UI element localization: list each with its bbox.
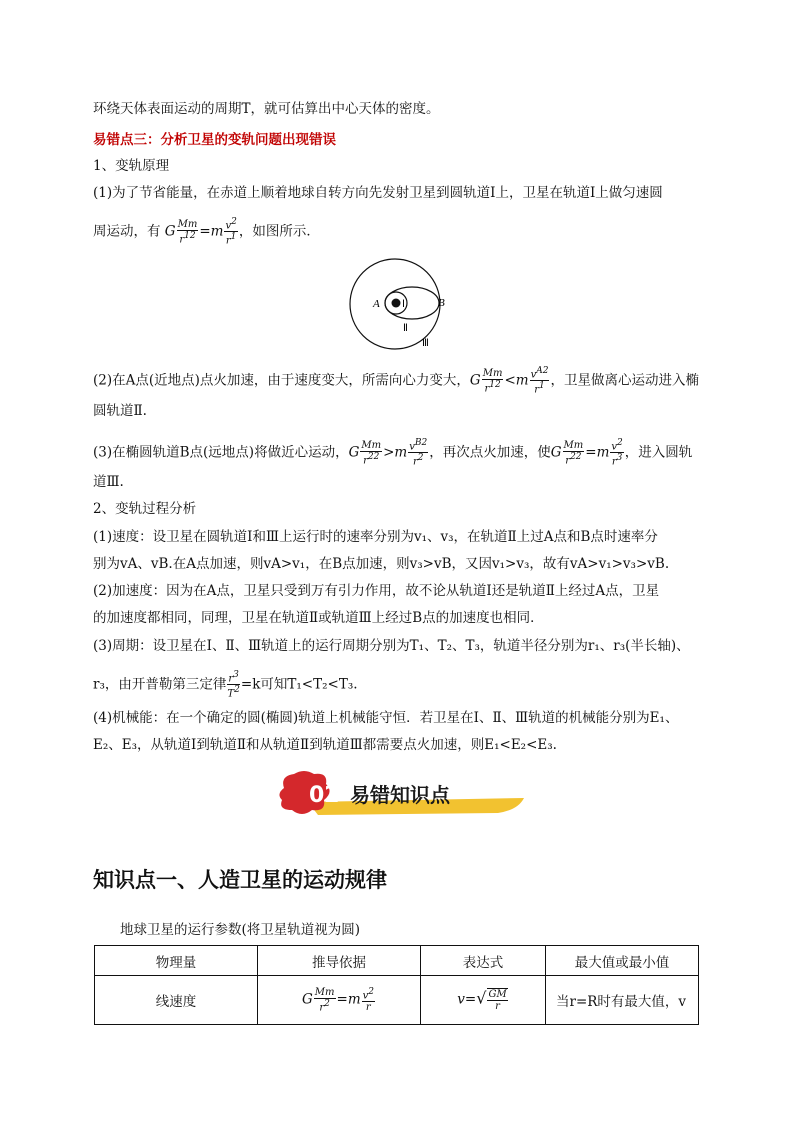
table-header-row xyxy=(95,946,699,976)
label-a: A xyxy=(373,298,380,310)
paragraph-1b-tail: ，如图所示． xyxy=(238,223,320,240)
label-orbit-3: Ⅲ xyxy=(422,338,429,349)
label-b: B xyxy=(438,297,445,309)
header-basis: 推导依据 xyxy=(258,946,421,976)
banner-title: 易错知识点 xyxy=(350,783,450,807)
period-line-2: r₃，由开普勒第三定律 $\frac{r^3}{T^2}$ =k可知T₁<T₂<T₃. xyxy=(93,670,358,700)
cell-quantity: 线速度 xyxy=(95,976,258,1025)
velocity-line-1: (1)速度：设卫星在圆轨道Ⅰ和Ⅲ上运行时的速率分别为v₁、v₃，在轨道Ⅱ上过A点和B点时速率分 xyxy=(93,529,658,545)
paragraph-3b: 道Ⅲ. xyxy=(93,474,124,490)
header-extreme: 最大值或最小值 xyxy=(546,946,699,976)
paragraph-3a-text: (3)在椭圆轨道B点(远地点)将做近心运动， xyxy=(93,444,349,461)
header-expression: 表达式 xyxy=(421,946,546,976)
paragraph-3a-tail: ，进入圆轨 xyxy=(624,444,693,461)
orbit-parameters-table xyxy=(94,945,699,1025)
paragraph-3a: (3)在椭圆轨道B点(远地点)将做近心运动，G $\frac{Mm}{r^{22}}$ >m $\frac{v^{B2}}{r^2}$ ，再次点火加速，使G $\frac{Mm}{r^{22}}$ =m $\frac{v^2}{r^3}$ ，进入圆轨 xyxy=(93,438,693,468)
paragraph-2a: (2)在A点(近地点)点火加速，由于速度变大，所需向心力变大，G $\frac{Mm}{r^{12}}$ <m $\frac{v^{A2}}{r^1}$ ，卫星做离心运动进入椭 xyxy=(93,366,699,396)
paragraph-2a-text: (2)在A点(近地点)点火加速，由于速度变大，所需向心力变大， xyxy=(93,372,470,389)
paragraph-1a: (1)为了节省能量，在赤道上顺着地球自转方向先发射卫星到圆轨道Ⅰ上，卫星在轨道Ⅰ上做匀速圆 xyxy=(93,185,663,201)
acceleration-line-1: (2)加速度：因为在A点，卫星只受到万有引力作用，故不论从轨道Ⅰ还是轨道Ⅱ上经过A点，卫星 xyxy=(93,583,660,599)
label-orbit-1: Ⅰ xyxy=(402,299,405,310)
subsection-2: 2、变轨过程分析 xyxy=(93,501,197,517)
acceleration-line-2: 的加速度都相同，同理，卫星在轨道Ⅱ或轨道Ⅲ上经过B点的加速度也相同． xyxy=(93,610,544,626)
paragraph-3a-mid: ，再次点火加速，使 xyxy=(429,444,551,461)
expression-lhs: v= xyxy=(457,991,477,1008)
table-caption: 地球卫星的运行参数(将卫星轨道视为圆) xyxy=(120,922,361,938)
header-quantity: 物理量 xyxy=(95,946,258,976)
earth-dot xyxy=(392,299,401,308)
period-line-2-tail: =k可知T₁<T₂<T₃. xyxy=(240,676,358,693)
orbit-diagram xyxy=(340,255,460,355)
period-line-2-text: r₃，由开普勒第三定律 xyxy=(93,676,227,693)
energy-line-1: (4)机械能：在一个确定的圆(椭圆)轨道上机械能守恒．若卫星在Ⅰ、Ⅱ、Ⅲ轨道的机械能分别为E₁、 xyxy=(93,710,679,726)
subsection-1: 1、变轨原理 xyxy=(93,158,170,174)
paragraph-1b: 周运动，有 G $\frac{Mm}{r^{12}}$ =m $\frac{v^2}{r^1}$ ，如图所示． xyxy=(93,217,320,247)
knowledge-heading: 知识点一、人造卫星的运动规律 xyxy=(93,868,387,892)
table-row xyxy=(95,976,699,1025)
paragraph-2b: 圆轨道Ⅱ. xyxy=(93,403,147,419)
cell-extreme: 当r=R时有最大值，v xyxy=(546,976,699,1025)
cell-expression: v=√ $\frac{GM}{r}$ xyxy=(421,976,546,1025)
section-banner xyxy=(278,768,528,820)
velocity-line-2: 别为vA、vB.在A点加速，则vA>v₁，在B点加速，则v₃>vB，又因v₁>v₃，故有vA>v₁>v₃>vB. xyxy=(93,556,670,572)
cell-basis: G $\frac{Mm}{r^2}$ =m $\frac{v^2}{r}$ xyxy=(258,976,421,1025)
section-title: 易错点三：分析卫星的变轨问题出现错误 xyxy=(93,132,336,148)
energy-line-2: E₂、E₃，从轨道Ⅰ到轨道Ⅱ和从轨道Ⅱ到轨道Ⅲ都需要点火加速，则E₁<E₂<E₃. xyxy=(93,737,557,753)
period-line-1: (3)周期：设卫星在Ⅰ、Ⅱ、Ⅲ轨道上的运行周期分别为T₁、T₂、T₃，轨道半径分别为r₁、r₃(半长轴)、 xyxy=(93,638,690,654)
paragraph-1b-text: 周运动，有 xyxy=(93,223,161,240)
banner-number: 02 xyxy=(309,783,340,808)
paragraph-2a-tail: ，卫星做离心运动进入椭 xyxy=(550,372,699,389)
intro-line: 环绕天体表面运动的周期T，就可估算出中心天体的密度。 xyxy=(93,101,440,117)
label-orbit-2: Ⅱ xyxy=(403,323,408,334)
